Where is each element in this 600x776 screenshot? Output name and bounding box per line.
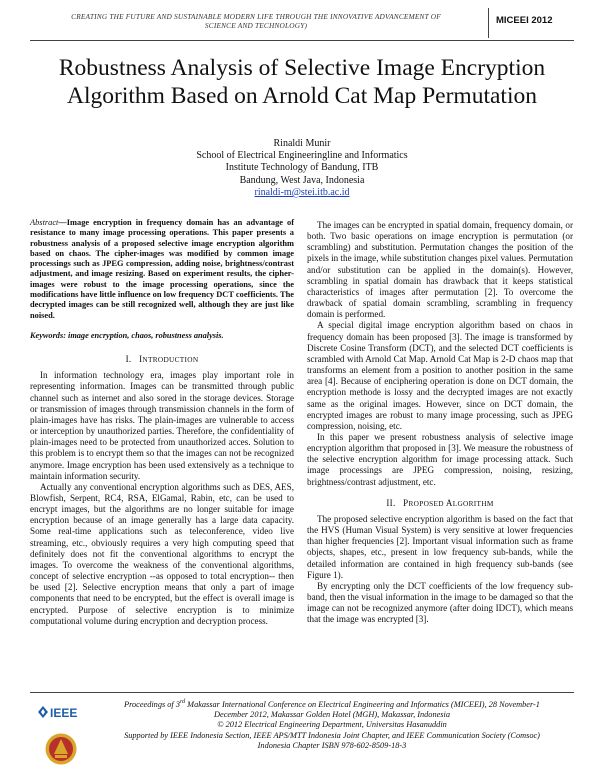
abstract-label: Abstract (30, 218, 59, 227)
author-dept: School of Electrical Engineeringline and Informatics (196, 150, 408, 162)
paragraph: The proposed selective encryption algorithm is based on the fact that the HVS (Human Visual System) is very sensitive at lower frequencies than higher frequencies [2]. Important visual information such as frame objects, shapes, etc., present in low frequency sub-bands, while the detailed information are contained in high frequency sub-bands (see Figure 1). (307, 513, 573, 580)
section-heading-proposed-algorithm: II. PROPOSED ALGORITHM (386, 497, 494, 508)
keywords: Keywords: image encryption, chaos, robustness analysis. (30, 330, 224, 340)
section-heading-introduction: I. INTRODUCTION (125, 354, 199, 365)
paragraph: A special digital image encryption algorithm based on chaos in frequency domain has been proposed [3]. The image is transformed by Discrete Cosine Transform (DCT), and the selected DCT coefficients is scrambled with Arnold Cat Map. Arnold Cat Map is 2-D chaos map that transforms an element from a position to another position in the same area [4]. Because of enciphering operation is done on DCT domain, the encryption methode is lossy and the decrypted images are not exactly same as the original images. However, since on DCT domain, the encrypted images are robust to many image processing, such as JPEG compression, noising, etc. (307, 320, 573, 431)
paragraph: In this paper we present robustness analysis of selective image encryption algorithm that proposed in [3]. We measure the robustness of the selective encryption algorithm for image processing attack. Such image processings are JPEG compression, noising, resizing, brightness/contrast adjustment, etc. (307, 431, 573, 487)
right-column (307, 220, 573, 625)
abstract: Abstract—Image encryption in frequency domain has an advantage of resistance to many image processing operations. This paper presents a robustness analysis of a proposed selective image encryption algorithm based on chaos. The cipher-images was modified by common image processings such as JPEG compression, adding noise, brightness/contrast adjustment, and image resizing. Based on experiment results, the cipher-images were robust to the image processing operations, since the modifications have little influence on low frequency DCT coefficients. The decrypted images can be still recognized well, although they are just like noised. (30, 218, 294, 320)
university-seal-icon (44, 732, 78, 766)
page-footer (30, 692, 574, 770)
author-block (30, 138, 574, 199)
author-city: Bandung, West Java, Indonesia (239, 174, 365, 186)
paragraph: By encrypting only the DCT coefficients of the low frequency sub-band, then the visual information in the image to be damaged so that the image can not be recognized anymore (after doing IDCT), which means that the image was encrypted [3]. (307, 580, 573, 625)
left-column (30, 218, 294, 627)
author-name: Rinaldi Munir (273, 138, 331, 149)
svg-text:IEEE: IEEE (50, 706, 78, 720)
paper-title: Robustness Analysis of Selective Image Encryption Algorithm Based on Arnold Cat Map Permutation (58, 55, 546, 109)
conference-theme: CREATING THE FUTURE AND SUSTAINABLE MODERN LIFE THROUGH THE INNOVATIVE ADVANCEMENT OF SCIENCE AND TECHNOLOGY) (71, 12, 441, 30)
paragraph: The images can be encrypted in spatial domain, frequency domain, or both. Two basic operations on image encryption is permutation (or scrambling) and substitution. Permutation changes the position of the pixels in the image, while substitution changes pixel values. Permutation and/or substitution can be applied in the domain(s). However, scrambling in spatial domain has drawback that it keeps statistical characteristics of images after permutation [2]. To overcome the drawback of spatial domain scrambling, scrambling in frequency domain is performed. (307, 220, 573, 320)
paragraph: Actually any conventional encryption algorithms such as DES, AES, Blowfish, Serpent, RC4, RSA, ElGamal, Rabin, etc, can be used to encrypt images, but the algorithms are no longer suitable for image encryption because of an image generally has a large data capacity. Some real-time applications such as teleconference, video live streaming, etc., obviously requires a very high computing speed that definitely does not fit the conventional algorithms to encrypt the images. To overcome the weakness of the conventional algorithms, concept of selective encryption --as opposed to total encryption-- then be used [2]. Selective encryption means that only a part of image components that need to be encrypted, but the effect is overall image is encrypted. Purpose of selective encryption is to minimize computational volume during encryption and decryption process. (30, 481, 294, 626)
footer-rule (30, 692, 574, 693)
conference-badge: MICEEI 2012 (496, 15, 553, 26)
author-institution: Institute Technology of Bandung, ITB (225, 162, 379, 174)
ieee-logo-icon (36, 702, 82, 722)
paragraph: In information technology era, images play important role in representing information. Images can be transmitted through public channel such as internet and also sored in the storage devices. Storage or transmission of images through transmission channels in the form of plain-images have has risks. The plain-images are vulnerable to access or interception by unauthorized parties. Therefore, the confidentiality of plain-images need to be protected from unauthorized acces. Solution to this problem is to encrypt them so that the images can not be recognized anymore. Image encryption has been used extensively as a technique to maintain information security. (30, 370, 294, 481)
running-header (30, 8, 574, 40)
header-divider (488, 8, 489, 38)
author-email-link[interactable]: rinaldi-m@stei.itb.ac.id (254, 186, 350, 198)
footer-proceedings: Proceedings of 3rd Makassar International Conference on Electrical Engineering and Informatics (MICEEI), 28 November-1 December 2012, Makassar Golden Hotel (MGH), Makassar, Indonesia © 2012 Electrical Engineering Department, Universitas Hasanuddin Supported by IEEE Indonesia Section, IEEE APS/MTT Indonesia Joint Chapter, and IEEE Communication Society (Comsoc) Indonesia Chapter ISBN 978-602-8509-18-3 (124, 699, 540, 750)
header-rule (30, 40, 574, 41)
